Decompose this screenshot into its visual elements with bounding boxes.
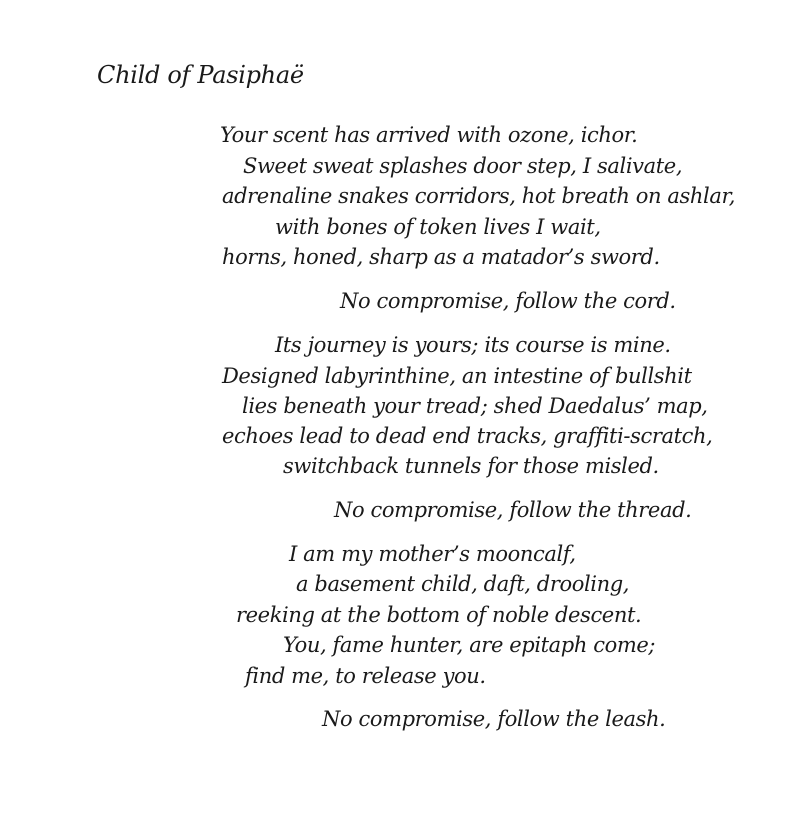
stanza-line: Designed labyrinthine, an intestine of bullshit — [222, 364, 692, 388]
stanza-line: Its journey is yours; its course is mine. — [275, 333, 671, 357]
refrain-1: No compromise, follow the cord. — [340, 289, 676, 313]
stanza-line: horns, honed, sharp as a matador’s sword. — [222, 245, 660, 269]
stanza-line: Your scent has arrived with ozone, ichor. — [220, 123, 638, 147]
stanza-line: adrenaline snakes corridors, hot breath on ashlar, — [222, 184, 736, 208]
stanza-line: a basement child, daft, drooling, — [296, 572, 630, 596]
refrain-3: No compromise, follow the leash. — [322, 707, 666, 731]
stanza-line: with bones of token lives I wait, — [275, 215, 601, 239]
stanza-line: lies beneath your tread; shed Daedalus’ map, — [242, 394, 708, 418]
stanza-line: reeking at the bottom of noble descent. — [236, 603, 642, 627]
stanza-line: I am my mother’s mooncalf, — [289, 542, 576, 566]
stanza-line: Sweet sweat splashes door step, I salivate, — [243, 154, 683, 178]
poem-title: Child of Pasiphaë — [97, 61, 304, 89]
stanza-line: find me, to release you. — [245, 664, 486, 688]
refrain-2: No compromise, follow the thread. — [334, 498, 692, 522]
stanza-line: You, fame hunter, are epitaph come; — [283, 633, 656, 657]
stanza-line: switchback tunnels for those misled. — [283, 454, 659, 478]
stanza-line: echoes lead to dead end tracks, graffiti-scratch, — [222, 424, 713, 448]
